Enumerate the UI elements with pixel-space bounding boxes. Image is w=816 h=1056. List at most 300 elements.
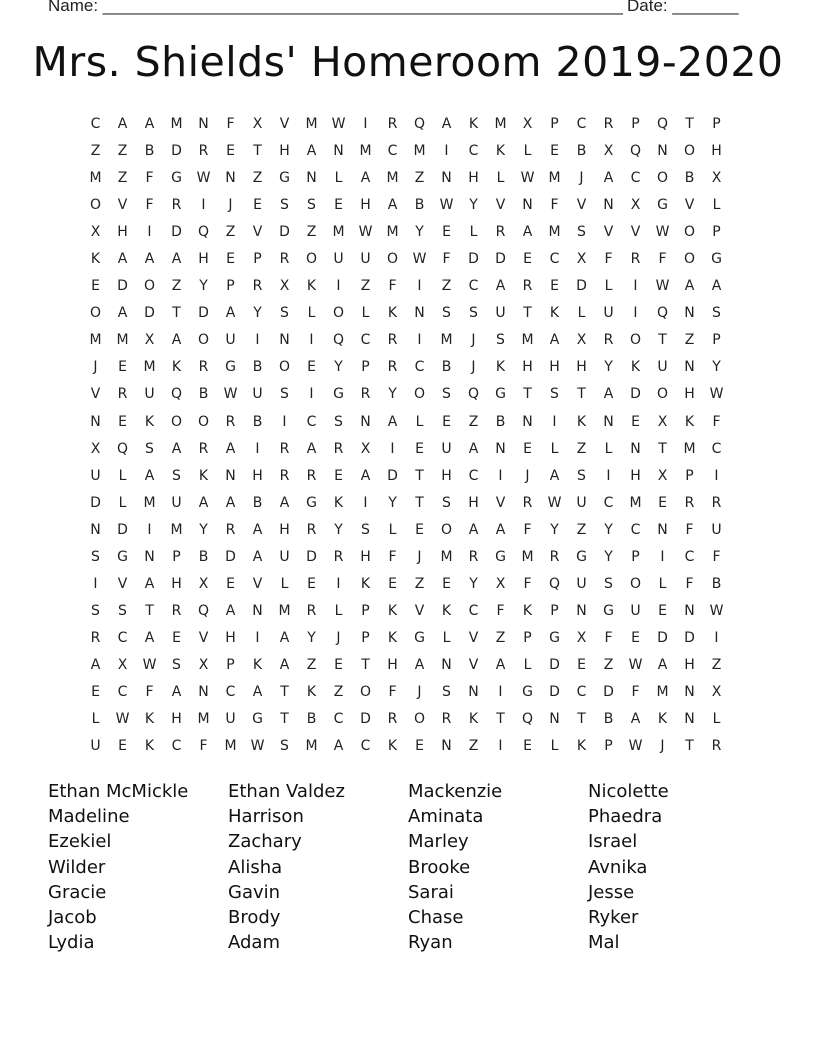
grid-letter[interactable]: F (388, 683, 397, 700)
grid-letter[interactable]: A (225, 440, 236, 457)
grid-letter[interactable]: A (684, 278, 695, 295)
grid-letter[interactable]: I (417, 278, 422, 295)
grid-letter[interactable]: R (198, 143, 209, 160)
grid-letter[interactable]: X (252, 116, 263, 132)
grid-letter[interactable]: F (523, 521, 532, 538)
grid-letter[interactable]: Q (521, 711, 534, 728)
grid-letter[interactable]: X (90, 224, 101, 241)
grid-letter[interactable]: F (496, 602, 505, 619)
grid-letter[interactable]: A (171, 332, 182, 349)
grid-letter[interactable]: L (118, 467, 127, 484)
grid-letter[interactable]: E (658, 494, 667, 511)
grid-letter[interactable]: M (548, 170, 561, 187)
grid-letter[interactable]: C (360, 738, 371, 755)
grid-letter[interactable]: G (333, 386, 344, 403)
grid-letter[interactable]: O (197, 332, 210, 349)
grid-letter[interactable]: V (90, 386, 101, 403)
grid-letter[interactable]: S (334, 413, 343, 430)
grid-letter[interactable]: Q (197, 224, 210, 241)
grid-letter[interactable]: R (333, 440, 344, 457)
grid-letter[interactable]: E (172, 629, 181, 646)
grid-letter[interactable]: K (576, 738, 587, 755)
grid-letter[interactable]: I (147, 224, 152, 241)
grid-letter[interactable]: M (521, 332, 534, 349)
grid-letter[interactable]: F (442, 251, 451, 268)
grid-letter[interactable]: E (334, 467, 343, 484)
grid-letter[interactable]: S (442, 683, 451, 700)
grid-letter[interactable]: R (387, 711, 398, 728)
grid-letter[interactable]: C (630, 170, 641, 187)
grid-letter[interactable]: H (522, 359, 533, 376)
grid-letter[interactable]: C (171, 738, 182, 755)
grid-letter[interactable]: N (684, 602, 695, 619)
grid-letter[interactable]: S (118, 602, 127, 619)
grid-letter[interactable]: V (468, 656, 479, 673)
grid-letter[interactable]: E (658, 602, 667, 619)
grid-letter[interactable]: D (495, 251, 506, 268)
grid-letter[interactable]: A (360, 467, 371, 484)
grid-letter[interactable]: D (225, 548, 236, 565)
grid-letter[interactable]: E (550, 143, 559, 160)
grid-letter[interactable]: K (90, 251, 101, 268)
grid-letter[interactable]: N (360, 413, 371, 430)
grid-letter[interactable]: I (255, 440, 260, 457)
grid-letter[interactable]: Q (197, 602, 210, 619)
grid-letter[interactable]: U (171, 494, 182, 511)
grid-letter[interactable]: N (630, 440, 641, 457)
grid-letter[interactable]: U (603, 305, 614, 322)
grid-letter[interactable]: K (495, 143, 506, 160)
grid-letter[interactable]: R (306, 521, 317, 538)
grid-letter[interactable]: M (386, 224, 399, 241)
grid-letter[interactable]: A (360, 170, 371, 187)
grid-letter[interactable]: N (414, 305, 425, 322)
grid-letter[interactable]: U (441, 440, 452, 457)
grid-letter[interactable]: D (468, 251, 479, 268)
grid-letter[interactable]: Y (469, 575, 478, 592)
grid-letter[interactable]: B (198, 548, 209, 565)
grid-letter[interactable]: K (468, 711, 479, 728)
grid-letter[interactable]: X (576, 251, 587, 268)
grid-letter[interactable]: M (440, 332, 453, 349)
grid-letter[interactable]: V (495, 494, 506, 511)
grid-letter[interactable]: U (360, 251, 371, 268)
grid-letter[interactable]: A (549, 332, 560, 349)
grid-letter[interactable]: G (576, 548, 587, 565)
grid-letter[interactable]: T (685, 116, 694, 132)
grid-letter[interactable]: P (226, 656, 235, 673)
grid-letter[interactable]: M (305, 738, 318, 755)
grid-letter[interactable]: P (685, 467, 694, 484)
grid-letter[interactable]: R (711, 738, 722, 755)
grid-letter[interactable]: C (333, 711, 344, 728)
grid-letter[interactable]: Z (603, 656, 614, 673)
grid-letter[interactable]: D (360, 711, 371, 728)
grid-letter[interactable]: L (415, 413, 424, 430)
grid-letter[interactable]: Z (414, 170, 425, 187)
grid-letter[interactable]: B (252, 494, 263, 511)
grid-letter[interactable]: P (550, 116, 559, 132)
grid-letter[interactable]: I (714, 467, 719, 484)
grid-letter[interactable]: C (468, 467, 479, 484)
grid-letter[interactable]: D (657, 629, 668, 646)
grid-letter[interactable]: O (197, 413, 210, 430)
grid-letter[interactable]: E (91, 278, 100, 295)
grid-letter[interactable]: X (711, 170, 722, 187)
grid-letter[interactable]: O (386, 251, 399, 268)
grid-letter[interactable]: D (90, 494, 101, 511)
grid-letter[interactable]: V (684, 197, 695, 214)
grid-letter[interactable]: H (684, 386, 695, 403)
grid-letter[interactable]: W (142, 656, 157, 673)
grid-letter[interactable]: O (656, 170, 669, 187)
grid-letter[interactable]: A (279, 656, 290, 673)
grid-letter[interactable]: U (576, 575, 587, 592)
grid-letter[interactable]: U (90, 467, 101, 484)
grid-letter[interactable]: R (225, 413, 236, 430)
grid-letter[interactable]: N (90, 413, 101, 430)
grid-letter[interactable]: A (144, 116, 155, 132)
grid-letter[interactable]: H (117, 224, 128, 241)
grid-letter[interactable]: M (332, 224, 345, 241)
grid-letter[interactable]: T (685, 738, 694, 755)
grid-letter[interactable]: C (468, 602, 479, 619)
grid-letter[interactable]: I (93, 575, 98, 592)
grid-letter[interactable]: H (279, 521, 290, 538)
grid-letter[interactable]: G (171, 170, 182, 187)
grid-letter[interactable]: I (498, 738, 503, 755)
grid-letter[interactable]: T (523, 386, 532, 403)
grid-letter[interactable]: V (414, 602, 425, 619)
grid-letter[interactable]: S (361, 521, 370, 538)
grid-letter[interactable]: O (656, 386, 669, 403)
grid-letter[interactable]: R (333, 548, 344, 565)
grid-letter[interactable]: C (630, 521, 641, 538)
grid-letter[interactable]: N (441, 656, 452, 673)
grid-letter[interactable]: V (117, 575, 128, 592)
grid-letter[interactable]: I (498, 467, 503, 484)
grid-letter[interactable]: F (145, 197, 154, 214)
grid-letter[interactable]: B (684, 170, 695, 187)
grid-letter[interactable]: A (387, 197, 398, 214)
grid-letter[interactable]: J (417, 548, 422, 565)
grid-letter[interactable]: M (143, 359, 156, 376)
grid-letter[interactable]: R (387, 116, 398, 132)
grid-letter[interactable]: I (633, 278, 638, 295)
grid-letter[interactable]: E (307, 359, 316, 376)
grid-letter[interactable]: I (714, 629, 719, 646)
grid-letter[interactable]: M (629, 494, 642, 511)
grid-letter[interactable]: U (144, 386, 155, 403)
grid-letter[interactable]: I (417, 332, 422, 349)
grid-letter[interactable]: E (523, 738, 532, 755)
grid-letter[interactable]: K (522, 602, 533, 619)
grid-letter[interactable]: E (118, 413, 127, 430)
grid-letter[interactable]: W (655, 278, 670, 295)
grid-letter[interactable]: M (170, 116, 183, 132)
grid-letter[interactable]: R (711, 494, 722, 511)
grid-letter[interactable]: V (198, 629, 209, 646)
grid-letter[interactable]: A (711, 278, 722, 295)
grid-letter[interactable]: G (279, 170, 290, 187)
grid-letter[interactable]: V (630, 224, 641, 241)
grid-letter[interactable]: V (279, 116, 290, 132)
grid-letter[interactable]: A (144, 467, 155, 484)
grid-letter[interactable]: X (279, 278, 290, 295)
grid-letter[interactable]: L (523, 656, 532, 673)
grid-letter[interactable]: N (495, 440, 506, 457)
grid-letter[interactable]: D (684, 629, 695, 646)
grid-letter[interactable]: N (576, 602, 587, 619)
grid-letter[interactable]: P (712, 116, 721, 132)
grid-letter[interactable]: R (684, 494, 695, 511)
grid-letter[interactable]: J (660, 738, 665, 755)
grid-letter[interactable]: K (495, 359, 506, 376)
grid-letter[interactable]: M (656, 683, 669, 700)
grid-letter[interactable]: H (468, 494, 479, 511)
grid-letter[interactable]: Q (170, 386, 183, 403)
grid-letter[interactable]: C (468, 143, 479, 160)
grid-letter[interactable]: V (252, 224, 263, 241)
grid-letter[interactable]: V (252, 575, 263, 592)
grid-letter[interactable]: Z (468, 738, 479, 755)
grid-letter[interactable]: F (685, 575, 694, 592)
grid-letter[interactable]: L (604, 440, 613, 457)
grid-letter[interactable]: A (603, 386, 614, 403)
grid-letter[interactable]: M (386, 170, 399, 187)
grid-letter[interactable]: E (442, 413, 451, 430)
grid-letter[interactable]: X (711, 683, 722, 700)
grid-letter[interactable]: W (115, 711, 130, 728)
grid-letter[interactable]: K (144, 711, 155, 728)
grid-letter[interactable]: O (278, 359, 291, 376)
grid-letter[interactable]: O (143, 278, 156, 295)
grid-letter[interactable]: H (549, 359, 560, 376)
grid-letter[interactable]: X (144, 332, 155, 349)
grid-letter[interactable]: F (712, 413, 721, 430)
grid-letter[interactable]: U (711, 521, 722, 538)
grid-letter[interactable]: D (603, 683, 614, 700)
grid-letter[interactable]: L (550, 738, 559, 755)
grid-letter[interactable]: S (91, 602, 100, 619)
grid-letter[interactable]: G (117, 548, 128, 565)
grid-letter[interactable]: L (604, 278, 613, 295)
grid-letter[interactable]: C (90, 116, 101, 132)
grid-letter[interactable]: C (117, 629, 128, 646)
grid-letter[interactable]: G (657, 197, 668, 214)
grid-letter[interactable]: A (225, 494, 236, 511)
grid-letter[interactable]: D (549, 683, 560, 700)
grid-letter[interactable]: M (170, 521, 183, 538)
grid-letter[interactable]: J (471, 332, 476, 349)
grid-letter[interactable]: I (552, 413, 557, 430)
grid-letter[interactable]: L (388, 521, 397, 538)
grid-letter[interactable]: L (712, 197, 721, 214)
grid-letter[interactable]: A (495, 278, 506, 295)
grid-letter[interactable]: L (496, 170, 505, 187)
grid-letter[interactable]: I (498, 683, 503, 700)
grid-letter[interactable]: R (360, 386, 371, 403)
grid-letter[interactable]: W (655, 224, 670, 241)
grid-letter[interactable]: A (225, 602, 236, 619)
grid-letter[interactable]: A (495, 521, 506, 538)
grid-letter[interactable]: D (171, 224, 182, 241)
grid-letter[interactable]: Y (712, 359, 721, 376)
grid-letter[interactable]: D (387, 467, 398, 484)
grid-letter[interactable]: O (683, 224, 696, 241)
grid-letter[interactable]: O (413, 711, 426, 728)
grid-letter[interactable]: W (439, 197, 454, 214)
grid-letter[interactable]: K (333, 494, 344, 511)
grid-letter[interactable]: E (631, 413, 640, 430)
grid-letter[interactable]: P (712, 224, 721, 241)
grid-letter[interactable]: K (576, 413, 587, 430)
grid-letter[interactable]: E (334, 656, 343, 673)
grid-letter[interactable]: D (630, 386, 641, 403)
grid-letter[interactable]: C (414, 359, 425, 376)
grid-letter[interactable]: R (468, 548, 479, 565)
grid-letter[interactable]: N (603, 197, 614, 214)
grid-letter[interactable]: V (117, 197, 128, 214)
grid-letter[interactable]: H (360, 197, 371, 214)
grid-letter[interactable]: C (684, 548, 695, 565)
grid-letter[interactable]: U (495, 305, 506, 322)
grid-letter[interactable]: Q (656, 116, 669, 132)
grid-letter[interactable]: E (226, 143, 235, 160)
grid-letter[interactable]: A (117, 305, 128, 322)
grid-letter[interactable]: N (225, 467, 236, 484)
grid-letter[interactable]: R (90, 629, 101, 646)
grid-letter[interactable]: U (630, 602, 641, 619)
grid-letter[interactable]: E (91, 683, 100, 700)
grid-letter[interactable]: H (576, 359, 587, 376)
grid-letter[interactable]: B (441, 359, 452, 376)
grid-letter[interactable]: U (576, 494, 587, 511)
grid-letter[interactable]: A (387, 413, 398, 430)
grid-letter[interactable]: N (198, 683, 209, 700)
grid-letter[interactable]: Y (253, 305, 262, 322)
grid-letter[interactable]: Z (225, 224, 236, 241)
grid-letter[interactable]: I (336, 278, 341, 295)
grid-letter[interactable]: Z (117, 143, 128, 160)
grid-letter[interactable]: Y (469, 197, 478, 214)
grid-letter[interactable]: O (332, 305, 345, 322)
grid-letter[interactable]: Z (711, 656, 722, 673)
grid-letter[interactable]: A (252, 521, 263, 538)
grid-letter[interactable]: E (334, 197, 343, 214)
grid-letter[interactable]: S (442, 386, 451, 403)
grid-letter[interactable]: R (387, 359, 398, 376)
grid-letter[interactable]: M (197, 711, 210, 728)
grid-letter[interactable]: Q (413, 116, 426, 132)
grid-letter[interactable]: R (387, 332, 398, 349)
grid-letter[interactable]: J (471, 359, 476, 376)
grid-letter[interactable]: C (468, 278, 479, 295)
grid-letter[interactable]: W (547, 494, 562, 511)
grid-letter[interactable]: F (712, 548, 721, 565)
grid-letter[interactable]: M (359, 143, 372, 160)
grid-letter[interactable]: I (606, 467, 611, 484)
grid-letter[interactable]: X (198, 575, 209, 592)
grid-letter[interactable]: R (225, 521, 236, 538)
grid-letter[interactable]: W (520, 170, 535, 187)
grid-letter[interactable]: E (550, 278, 559, 295)
grid-letter[interactable]: A (117, 116, 128, 132)
grid-letter[interactable]: W (412, 251, 427, 268)
grid-letter[interactable]: K (252, 656, 263, 673)
grid-letter[interactable]: T (658, 332, 667, 349)
grid-letter[interactable]: G (711, 251, 722, 268)
grid-letter[interactable]: O (629, 575, 642, 592)
grid-letter[interactable]: J (525, 467, 530, 484)
grid-letter[interactable]: S (577, 467, 586, 484)
grid-letter[interactable]: Z (684, 332, 695, 349)
grid-letter[interactable]: R (495, 224, 506, 241)
grid-letter[interactable]: C (549, 251, 560, 268)
grid-letter[interactable]: W (196, 170, 211, 187)
grid-letter[interactable]: K (387, 602, 398, 619)
grid-letter[interactable]: P (523, 629, 532, 646)
grid-letter[interactable]: E (307, 575, 316, 592)
grid-letter[interactable]: L (361, 305, 370, 322)
grid-letter[interactable]: W (628, 656, 643, 673)
grid-letter[interactable]: F (388, 278, 397, 295)
grid-letter[interactable]: L (91, 711, 100, 728)
grid-letter[interactable]: V (468, 629, 479, 646)
grid-letter[interactable]: W (250, 738, 265, 755)
grid-letter[interactable]: P (361, 629, 370, 646)
grid-letter[interactable]: A (144, 629, 155, 646)
grid-letter[interactable]: R (603, 332, 614, 349)
grid-letter[interactable]: A (279, 494, 290, 511)
grid-letter[interactable]: Y (604, 521, 613, 538)
grid-letter[interactable]: E (118, 359, 127, 376)
grid-letter[interactable]: A (171, 251, 182, 268)
grid-letter[interactable]: C (576, 683, 587, 700)
grid-letter[interactable]: X (657, 467, 668, 484)
grid-letter[interactable]: L (118, 494, 127, 511)
grid-letter[interactable]: S (712, 305, 721, 322)
grid-letter[interactable]: H (252, 467, 263, 484)
grid-letter[interactable]: I (309, 386, 314, 403)
grid-letter[interactable]: A (522, 224, 533, 241)
grid-letter[interactable]: T (496, 711, 505, 728)
grid-letter[interactable]: L (334, 170, 343, 187)
grid-letter[interactable]: C (306, 413, 317, 430)
grid-letter[interactable]: R (549, 548, 560, 565)
grid-letter[interactable]: Y (415, 224, 424, 241)
grid-letter[interactable]: K (198, 467, 209, 484)
grid-letter[interactable]: T (172, 305, 181, 322)
grid-letter[interactable]: Z (306, 224, 317, 241)
grid-letter[interactable]: R (522, 494, 533, 511)
grid-letter[interactable]: L (307, 305, 316, 322)
grid-letter[interactable]: A (630, 711, 641, 728)
grid-letter[interactable]: I (309, 332, 314, 349)
grid-letter[interactable]: E (415, 440, 424, 457)
grid-letter[interactable]: K (306, 278, 317, 295)
grid-letter[interactable]: N (90, 521, 101, 538)
grid-letter[interactable]: G (522, 683, 533, 700)
grid-letter[interactable]: H (630, 467, 641, 484)
grid-letter[interactable]: Z (252, 170, 263, 187)
grid-letter[interactable]: K (630, 359, 641, 376)
grid-letter[interactable]: X (495, 575, 506, 592)
grid-letter[interactable]: Z (414, 575, 425, 592)
grid-letter[interactable]: K (387, 738, 398, 755)
grid-letter[interactable]: T (253, 143, 262, 160)
grid-letter[interactable]: S (550, 386, 559, 403)
